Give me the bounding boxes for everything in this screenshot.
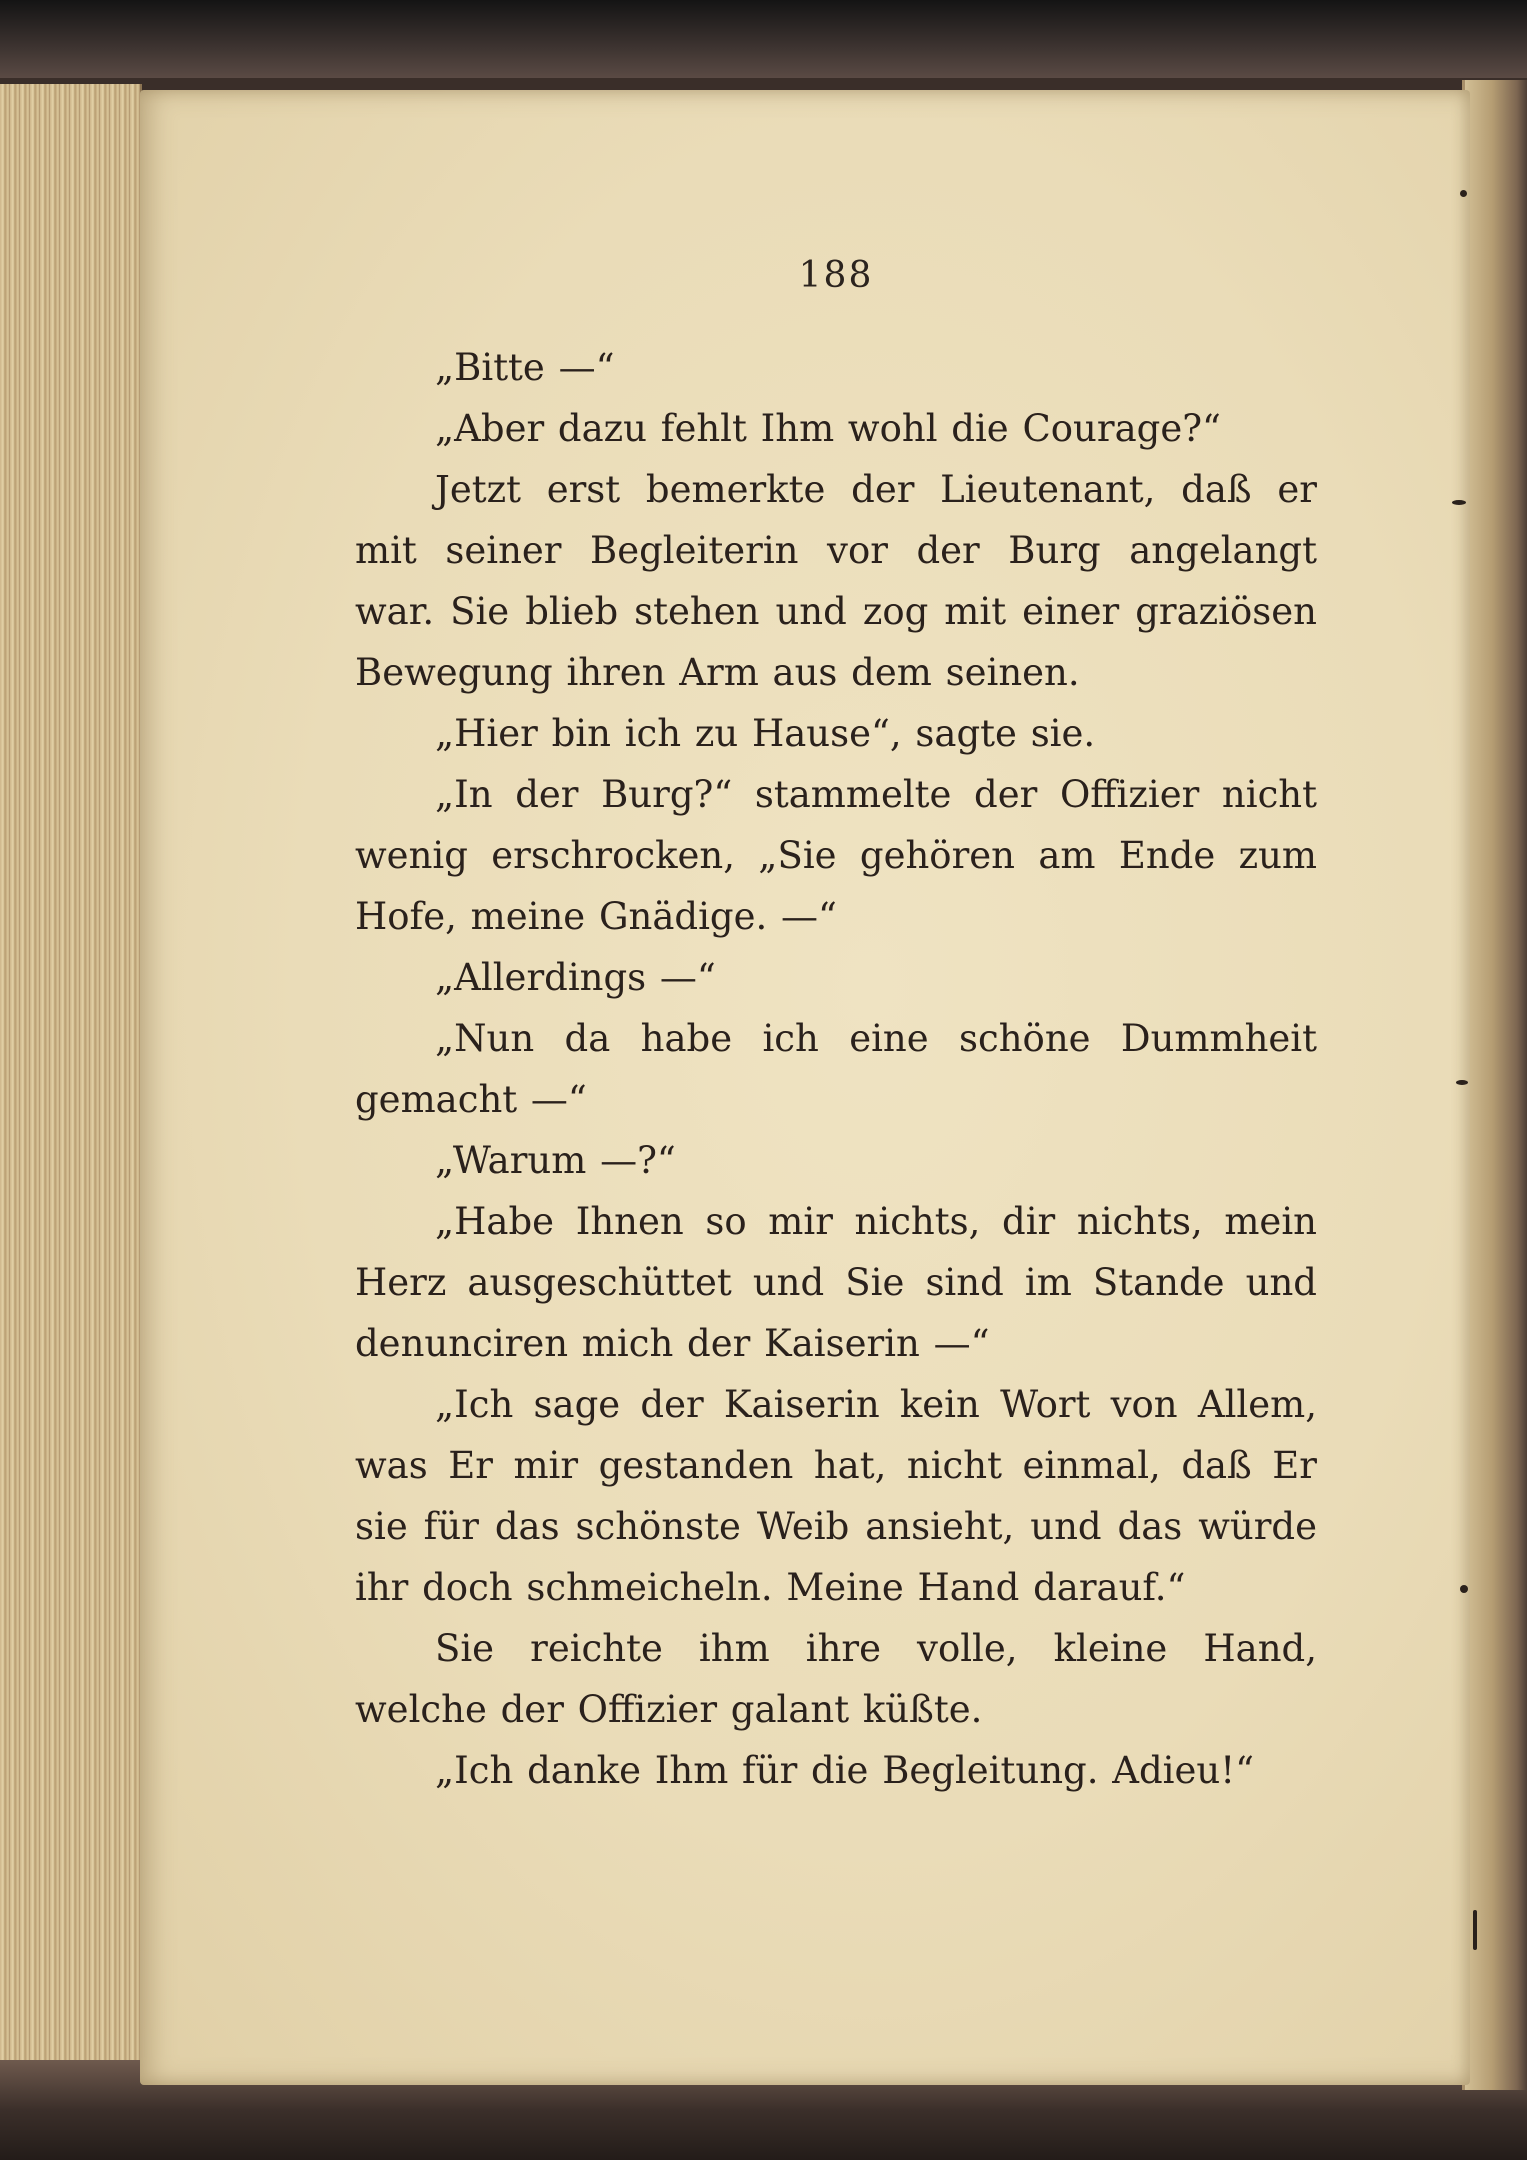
ink-speck bbox=[1473, 1910, 1477, 1950]
page-edge-right bbox=[1462, 80, 1527, 2090]
ink-speck bbox=[1456, 1080, 1468, 1085]
paragraph: Sie reichte ihm ihre volle, kleine Hand, welche der Offizier galant küßte. bbox=[355, 1627, 1317, 1731]
ink-speck bbox=[1452, 500, 1466, 505]
paragraph: „Allerdings —“ bbox=[435, 956, 716, 999]
paragraph: „In der Burg?“ stammelte der Offizier nicht wenig erschrocken, „Sie gehören am Ende zum Hofe, meine Gnädige. —“ bbox=[355, 773, 1317, 938]
paragraph: Jetzt erst bemerkte der Lieutenant, daß er mit seiner Begleiterin vor der Burg angelangt war. Sie blieb stehen und zog mit einer graziösen Bewegung ihren Arm aus dem seinen. bbox=[355, 468, 1317, 694]
page-edges-left bbox=[0, 84, 142, 2084]
paragraph: „Ich sage der Kaiserin kein Wort von Allem, was Er mir gestanden hat, nicht einmal, daß Er sie für das schönste Weib ansieht, und das würde ihr doch schmeicheln. Meine Hand darauf.“ bbox=[355, 1383, 1317, 1609]
paragraph: „Warum —?“ bbox=[435, 1139, 676, 1182]
body-text bbox=[355, 337, 1317, 1801]
ink-speck bbox=[1460, 1585, 1468, 1593]
paragraph: „Habe Ihnen so mir nichts, dir nichts, mein Herz ausgeschüttet und Sie sind im Stande und denunciren mich der Kaiserin —“ bbox=[355, 1200, 1317, 1365]
paragraph: „Hier bin ich zu Hause“, sagte sie. bbox=[435, 712, 1096, 755]
paragraph: „Nun da habe ich eine schöne Dummheit gemacht —“ bbox=[355, 1017, 1317, 1121]
paragraph: „Bitte —“ bbox=[435, 346, 615, 389]
paragraph: „Aber dazu fehlt Ihm wohl die Courage?“ bbox=[435, 407, 1221, 450]
ink-speck bbox=[1460, 190, 1467, 197]
page-number: 188 bbox=[798, 255, 874, 296]
book-cover-top bbox=[0, 0, 1527, 78]
paragraph: „Ich danke Ihm für die Begleitung. Adieu!“ bbox=[435, 1749, 1255, 1792]
